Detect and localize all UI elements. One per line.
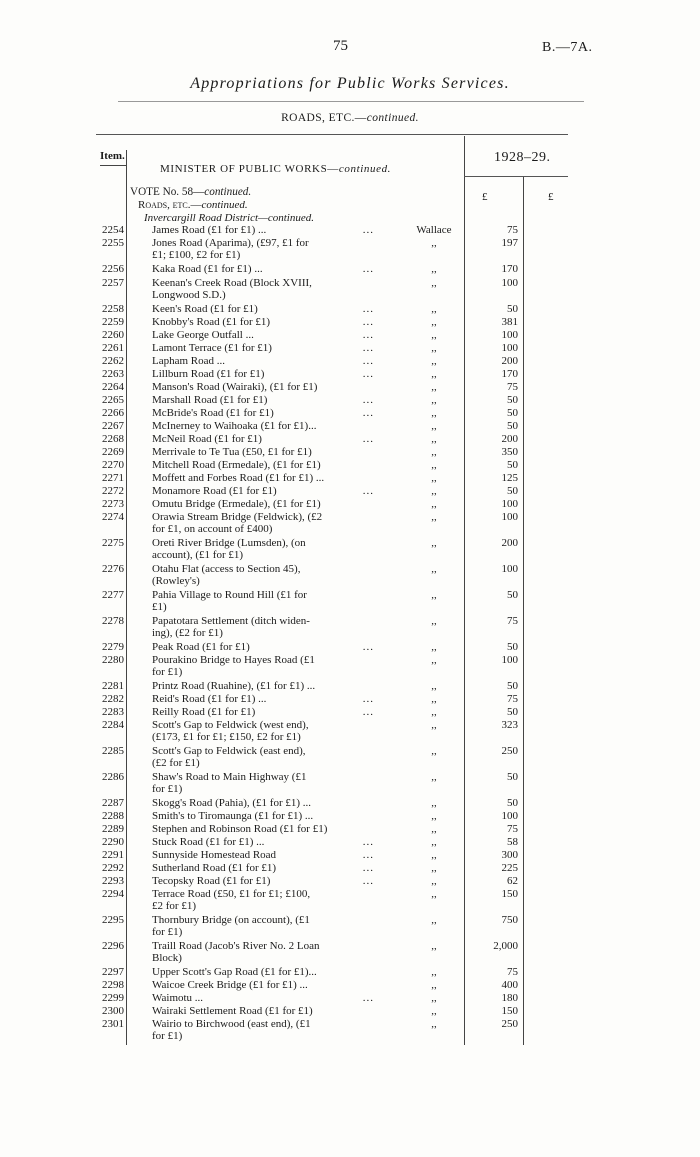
item-number: 2261 (102, 342, 124, 354)
item-number: 2279 (102, 641, 124, 653)
roads-heading-main: Roads, etc.— (138, 199, 202, 211)
item-amount: 225 (501, 862, 518, 874)
item-amount: 100 (501, 277, 518, 289)
item-number: 2259 (102, 316, 124, 328)
leader-dots: ... (362, 836, 374, 848)
item-amount: 250 (501, 745, 518, 757)
item-description: Stephen and Robinson Road (£1 for £1) (152, 823, 328, 835)
district-location: ,, (431, 446, 437, 458)
district-location: ,, (431, 940, 437, 952)
item-amount: 381 (501, 316, 518, 328)
section-subtitle (0, 112, 700, 124)
item-description: Papatotara Settlement (ditch widen- ing), (£2 for £1) (152, 615, 310, 639)
district-location: ,, (431, 433, 437, 445)
district-location: ,, (431, 810, 437, 822)
district-location: ,, (431, 706, 437, 718)
item-header-rule (100, 165, 126, 166)
item-column-header: Item. (100, 150, 125, 162)
district-location: Wallace (416, 224, 452, 236)
district-location: ,, (431, 992, 437, 1004)
district-heading: Invercargill Road District—continued. (144, 212, 314, 224)
item-description: Keenan's Creek Road (Block XVIII, Longwood S.D.) (152, 277, 312, 301)
item-column-divider (126, 150, 127, 1045)
item-number: 2262 (102, 355, 124, 367)
item-amount: 50 (507, 459, 518, 471)
currency-label-secondary: £ (548, 191, 554, 203)
district-location: ,, (431, 615, 437, 627)
item-description: Moffett and Forbes Road (£1 for £1) ... (152, 472, 325, 484)
ministry-heading-main: MINISTER OF PUBLIC WORKS— (160, 163, 339, 175)
district-location: ,, (431, 420, 437, 432)
item-description: Knobby's Road (£1 for £1) (152, 316, 271, 328)
item-description: Printz Road (Ruahine), (£1 for £1) ... (152, 680, 316, 692)
item-description: Jones Road (Aparima), (£97, £1 for £1; £100, £2 for £1) (152, 237, 309, 261)
item-number: 2292 (102, 862, 124, 874)
item-number: 2275 (102, 537, 124, 549)
district-location: ,, (431, 745, 437, 757)
item-description: Oreti River Bridge (Lumsden), (on account), (£1 for £1) (152, 537, 306, 561)
district-location: ,, (431, 836, 437, 848)
leader-dots: ... (362, 862, 374, 874)
district-location: ,, (431, 823, 437, 835)
item-number: 2264 (102, 381, 124, 393)
item-amount: 62 (507, 875, 518, 887)
item-amount: 50 (507, 485, 518, 497)
district-location: ,, (431, 1005, 437, 1017)
item-amount: 75 (507, 381, 518, 393)
item-amount: 50 (507, 589, 518, 601)
item-number: 2285 (102, 745, 124, 757)
item-description: Waicoe Creek Bridge (£1 for £1) ... (152, 979, 308, 991)
district-location: ,, (431, 537, 437, 549)
item-description: McInerney to Waihoaka (£1 for £1)... (152, 420, 317, 432)
item-description: Marshall Road (£1 for £1) (152, 394, 268, 406)
item-amount: 150 (501, 888, 518, 900)
ministry-heading (160, 163, 391, 175)
district-location: ,, (431, 797, 437, 809)
district-location: ,, (431, 303, 437, 315)
item-amount: 50 (507, 797, 518, 809)
item-amount: 197 (501, 237, 518, 249)
item-number: 2287 (102, 797, 124, 809)
item-description: James Road (£1 for £1) ... (152, 224, 267, 236)
item-amount: 323 (501, 719, 518, 731)
district-location: ,, (431, 979, 437, 991)
item-amount: 170 (501, 368, 518, 380)
item-number: 2263 (102, 368, 124, 380)
item-amount: 75 (507, 966, 518, 978)
item-number: 2281 (102, 680, 124, 692)
year-header-rule (464, 176, 568, 177)
item-number: 2270 (102, 459, 124, 471)
district-location: ,, (431, 485, 437, 497)
leader-dots: ... (362, 992, 374, 1004)
vote-heading (130, 186, 251, 198)
item-amount: 200 (501, 537, 518, 549)
item-description: Scott's Gap to Feldwick (east end), (£2 for £1) (152, 745, 306, 769)
item-number: 2299 (102, 992, 124, 1004)
district-location: ,, (431, 641, 437, 653)
district-location: ,, (431, 498, 437, 510)
leader-dots: ... (362, 355, 374, 367)
item-amount: 58 (507, 836, 518, 848)
item-number: 2267 (102, 420, 124, 432)
leader-dots: ... (362, 706, 374, 718)
district-location: ,, (431, 459, 437, 471)
item-description: Lamont Terrace (£1 for £1) (152, 342, 272, 354)
item-amount: 50 (507, 641, 518, 653)
page-number: 75 (333, 38, 348, 54)
item-number: 2271 (102, 472, 124, 484)
leader-dots: ... (362, 303, 374, 315)
item-amount: 50 (507, 407, 518, 419)
item-description: Upper Scott's Gap Road (£1 for £1)... (152, 966, 317, 978)
item-description: Orawia Stream Bridge (Feldwick), (£2 for £1, on account of £400) (152, 511, 323, 535)
item-amount: 50 (507, 303, 518, 315)
vote-heading-continued: continued. (204, 186, 252, 198)
leader-dots: ... (362, 875, 374, 887)
district-location: ,, (431, 680, 437, 692)
item-number: 2295 (102, 914, 124, 926)
item-description: Reid's Road (£1 for £1) ... (152, 693, 267, 705)
district-location: ,, (431, 771, 437, 783)
item-description: Skogg's Road (Pahia), (£1 for £1) ... (152, 797, 312, 809)
leader-dots: ... (362, 433, 374, 445)
leader-dots: ... (362, 342, 374, 354)
leader-dots: ... (362, 224, 374, 236)
item-amount: 180 (501, 992, 518, 1004)
item-number: 2258 (102, 303, 124, 315)
district-location: ,, (431, 511, 437, 523)
item-number: 2260 (102, 329, 124, 341)
vote-heading-main: VOTE No. 58— (130, 186, 205, 198)
item-description: Mitchell Road (Ermedale), (£1 for £1) (152, 459, 321, 471)
district-location: ,, (431, 875, 437, 887)
district-location: ,, (431, 277, 437, 289)
roads-heading (138, 199, 248, 211)
leader-dots: ... (362, 407, 374, 419)
item-description: McNeil Road (£1 for £1) (152, 433, 262, 445)
district-location: ,, (431, 263, 437, 275)
district-location: ,, (431, 914, 437, 926)
item-description: Sunnyside Homestead Road (152, 849, 277, 861)
district-location: ,, (431, 563, 437, 575)
item-description: Reilly Road (£1 for £1) (152, 706, 256, 718)
second-amount-column-divider (523, 176, 524, 1045)
item-description: Lillburn Road (£1 for £1) (152, 368, 265, 380)
item-number: 2255 (102, 237, 124, 249)
item-description: Lake George Outfall ... (152, 329, 254, 341)
item-description: Scott's Gap to Feldwick (west end), (£173, £1 for £1; £150, £2 for £1) (152, 719, 309, 743)
subtitle-main: ROADS, ETC.— (281, 112, 367, 124)
item-number: 2278 (102, 615, 124, 627)
item-description: Thornbury Bridge (on account), (£1 for £1) (152, 914, 310, 938)
year-column-header: 1928–29. (494, 150, 551, 165)
item-amount: 170 (501, 263, 518, 275)
header-rule (96, 134, 568, 135)
item-amount: 200 (501, 355, 518, 367)
page-title: Appropriations for Public Works Services. (190, 75, 510, 92)
item-amount: 350 (501, 446, 518, 458)
item-number: 2277 (102, 589, 124, 601)
district-location: ,, (431, 888, 437, 900)
item-description: Wairio to Birchwood (east end), (£1 for £1) (152, 1018, 311, 1042)
item-description: Shaw's Road to Main Highway (£1 for £1) (152, 771, 307, 795)
item-description: Keen's Road (£1 for £1) (152, 303, 258, 315)
leader-dots: ... (362, 316, 374, 328)
leader-dots: ... (362, 368, 374, 380)
item-amount: 100 (501, 654, 518, 666)
item-description: Merrivale to Te Tua (£50, £1 for £1) (152, 446, 312, 458)
leader-dots: ... (362, 263, 374, 275)
item-number: 2282 (102, 693, 124, 705)
item-number: 2286 (102, 771, 124, 783)
item-number: 2291 (102, 849, 124, 861)
district-location: ,, (431, 316, 437, 328)
ministry-heading-continued: continued. (338, 163, 392, 175)
leader-dots: ... (362, 394, 374, 406)
currency-label: £ (482, 191, 488, 203)
item-description: Pourakino Bridge to Hayes Road (£1 for £1) (152, 654, 315, 678)
title-rule (118, 101, 584, 102)
item-number: 2301 (102, 1018, 124, 1030)
item-amount: 150 (501, 1005, 518, 1017)
item-number: 2288 (102, 810, 124, 822)
item-number: 2254 (102, 224, 124, 236)
item-description: McBride's Road (£1 for £1) (152, 407, 274, 419)
item-description: Monamore Road (£1 for £1) (152, 485, 277, 497)
item-amount: 50 (507, 771, 518, 783)
item-description: Terrace Road (£50, £1 for £1; £100, £2 for £1) (152, 888, 311, 912)
item-description: Peak Road (£1 for £1) (152, 641, 250, 653)
item-description: Omutu Bridge (Ermedale), (£1 for £1) (152, 498, 321, 510)
item-amount: 100 (501, 810, 518, 822)
item-amount: 100 (501, 498, 518, 510)
item-number: 2257 (102, 277, 124, 289)
item-number: 2273 (102, 498, 124, 510)
item-number: 2294 (102, 888, 124, 900)
item-amount: 75 (507, 823, 518, 835)
item-number: 2269 (102, 446, 124, 458)
subtitle-continued: continued. (366, 112, 419, 124)
leader-dots: ... (362, 485, 374, 497)
item-amount: 50 (507, 680, 518, 692)
item-amount: 750 (501, 914, 518, 926)
item-description: Sutherland Road (£1 for £1) (152, 862, 277, 874)
item-number: 2284 (102, 719, 124, 731)
district-location: ,, (431, 589, 437, 601)
item-amount: 2,000 (493, 940, 518, 952)
district-location: ,, (431, 966, 437, 978)
item-description: Waimotu ... (152, 992, 204, 1004)
item-number: 2283 (102, 706, 124, 718)
item-amount: 250 (501, 1018, 518, 1030)
item-number: 2256 (102, 263, 124, 275)
roads-heading-continued: continued. (201, 199, 248, 211)
leader-dots: ... (362, 329, 374, 341)
leader-dots: ... (362, 641, 374, 653)
item-description: Stuck Road (£1 for £1) ... (152, 836, 265, 848)
item-amount: 125 (501, 472, 518, 484)
item-amount: 100 (501, 511, 518, 523)
district-location: ,, (431, 342, 437, 354)
district-location: ,, (431, 719, 437, 731)
item-amount: 400 (501, 979, 518, 991)
item-number: 2266 (102, 407, 124, 419)
item-amount: 75 (507, 224, 518, 236)
district-location: ,, (431, 862, 437, 874)
item-number: 2293 (102, 875, 124, 887)
item-description: Pahia Village to Round Hill (£1 for £1) (152, 589, 307, 613)
leader-dots: ... (362, 693, 374, 705)
item-number: 2290 (102, 836, 124, 848)
item-number: 2272 (102, 485, 124, 497)
item-description: Tecopsky Road (£1 for £1) (152, 875, 271, 887)
item-amount: 50 (507, 420, 518, 432)
item-number: 2274 (102, 511, 124, 523)
district-location: ,, (431, 849, 437, 861)
leader-dots: ... (362, 849, 374, 861)
item-description: Kaka Road (£1 for £1) ... (152, 263, 263, 275)
item-description: Lapham Road ... (152, 355, 226, 367)
district-location: ,, (431, 693, 437, 705)
district-location: ,, (431, 394, 437, 406)
item-number: 2300 (102, 1005, 124, 1017)
item-amount: 100 (501, 342, 518, 354)
item-description: Otahu Flat (access to Section 45), (Rowley's) (152, 563, 301, 587)
item-amount: 50 (507, 394, 518, 406)
item-number: 2268 (102, 433, 124, 445)
district-location: ,, (431, 472, 437, 484)
item-amount: 300 (501, 849, 518, 861)
item-number: 2298 (102, 979, 124, 991)
item-number: 2297 (102, 966, 124, 978)
item-number: 2265 (102, 394, 124, 406)
item-description: Manson's Road (Wairaki), (£1 for £1) (152, 381, 318, 393)
item-amount: 75 (507, 693, 518, 705)
item-number: 2296 (102, 940, 124, 952)
district-location: ,, (431, 368, 437, 380)
item-number: 2289 (102, 823, 124, 835)
item-description: Traill Road (Jacob's River No. 2 Loan Block) (152, 940, 320, 964)
item-description: Smith's to Tiromaunga (£1 for £1) ... (152, 810, 314, 822)
item-number: 2280 (102, 654, 124, 666)
item-amount: 50 (507, 706, 518, 718)
item-amount: 200 (501, 433, 518, 445)
district-location: ,, (431, 654, 437, 666)
district-location: ,, (431, 355, 437, 367)
item-amount: 100 (501, 563, 518, 575)
district-location: ,, (431, 381, 437, 393)
district-location: ,, (431, 329, 437, 341)
item-description: Wairaki Settlement Road (£1 for £1) (152, 1005, 313, 1017)
district-location: ,, (431, 237, 437, 249)
district-location: ,, (431, 407, 437, 419)
document-reference: B.—7A. (542, 40, 593, 55)
item-amount: 75 (507, 615, 518, 627)
amount-column-divider (464, 136, 465, 1045)
item-number: 2276 (102, 563, 124, 575)
district-location: ,, (431, 1018, 437, 1030)
item-amount: 100 (501, 329, 518, 341)
